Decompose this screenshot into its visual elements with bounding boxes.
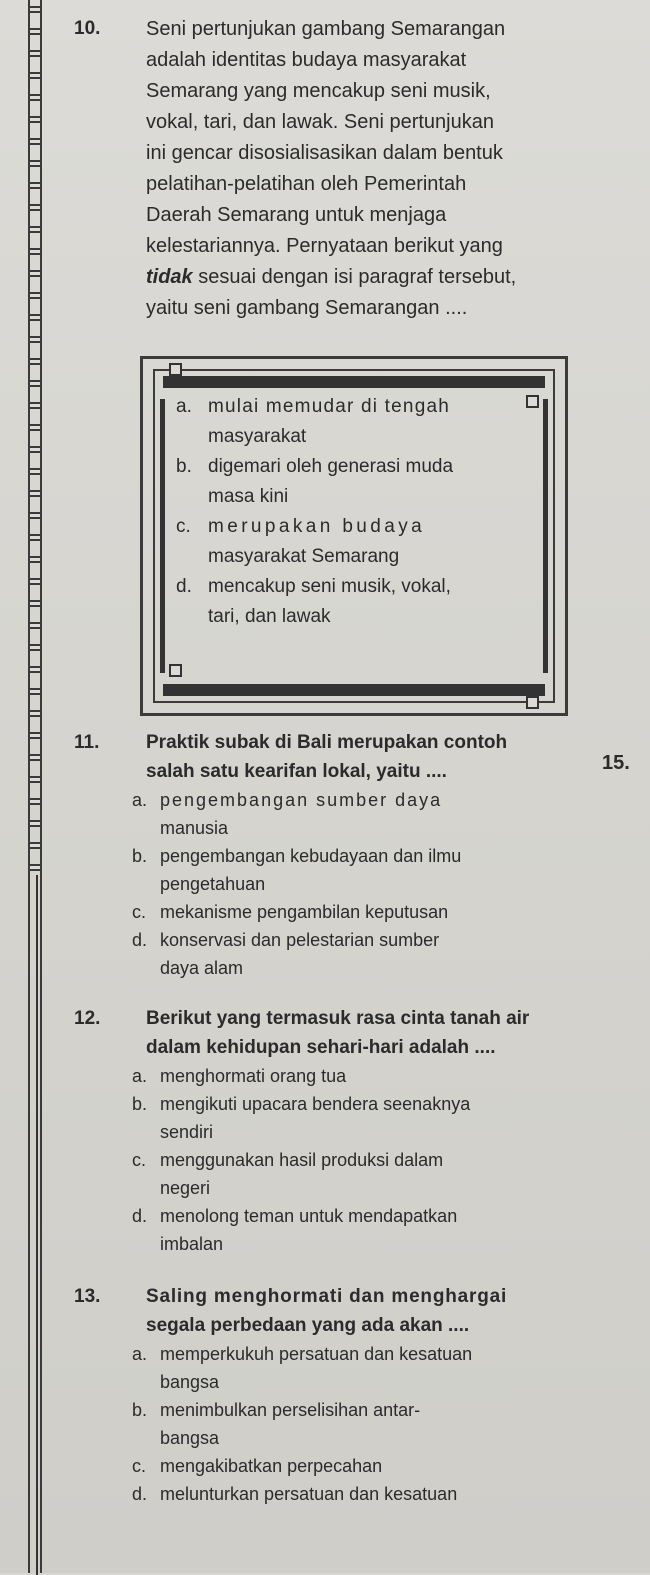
stem-line: tidak sesuai dengan isi paragraf tersebut, [146, 266, 517, 288]
binding-hole [28, 402, 42, 409]
option-a[interactable]: a. memperkukuh persatuan dan kesatuan bangsa [132, 1344, 473, 1392]
binding-hole [28, 358, 42, 365]
option-c[interactable]: c. mekanisme pengambilan keputusan [132, 902, 449, 922]
question-stem: Saling menghormati dan menghargai segala perbedaan yang ada akan .... [146, 1286, 508, 1336]
binding-hole [28, 138, 42, 145]
q13-options [132, 1340, 634, 1508]
option-d[interactable]: d. konservasi dan pelestarian sumber daya alam [132, 930, 440, 978]
question-12 [74, 1004, 634, 1258]
option-c[interactable]: c. menggunakan hasil produksi dalam negeri [132, 1150, 444, 1198]
stem-line: pelatihan-pelatihan oleh Pemerintah [146, 173, 467, 195]
binding-hole [28, 754, 42, 761]
option-c[interactable]: c. mengakibatkan perpecahan [132, 1456, 383, 1476]
binding-hole [28, 578, 42, 585]
stem-line: Daerah Semarang untuk menjaga [146, 204, 447, 226]
stem-line: Seni pertunjukan gambang Semarangan [146, 18, 506, 40]
binding-hole [28, 94, 42, 101]
question-stem: Praktik subak di Bali merupakan contoh salah satu kearifan lokal, yaitu .... [146, 732, 508, 782]
binding-hole [28, 468, 42, 475]
margin-binding-decoration [28, 0, 42, 1573]
binding-hole [28, 512, 42, 519]
binding-hole [28, 50, 42, 57]
question-number: 12. [74, 1008, 101, 1029]
binding-hole [28, 72, 42, 79]
option-b[interactable]: b. mengikuti upacara bendera seenaknya sendiri [132, 1094, 471, 1142]
option-a[interactable]: a. mulai memudar di tengah masyarakat [176, 396, 450, 447]
binding-hole [28, 534, 42, 541]
binding-hole [28, 666, 42, 673]
option-b[interactable]: b. pengembangan kebudayaan dan ilmu pengetahuan [132, 846, 462, 894]
binding-hole [28, 226, 42, 233]
binding-hole [28, 6, 42, 13]
margin-line [36, 875, 38, 1575]
binding-hole [28, 622, 42, 629]
q10-options [176, 392, 556, 632]
binding-hole [28, 798, 42, 805]
question-number: 11. [74, 732, 100, 753]
option-a[interactable]: a. menghormati orang tua [132, 1066, 347, 1086]
stem-line: ini gencar disosialisasikan dalam bentuk [146, 142, 503, 164]
binding-hole [28, 380, 42, 387]
binding-hole [28, 182, 42, 189]
option-b[interactable]: b. menimbulkan perselisihan antar- bangsa [132, 1400, 421, 1448]
question-number: 13. [74, 1286, 101, 1307]
binding-hole [28, 270, 42, 277]
option-c[interactable]: c. merupakan budaya masyarakat Semarang [176, 516, 426, 567]
binding-hole [28, 292, 42, 299]
binding-hole [28, 688, 42, 695]
question-number: 10. [74, 18, 101, 39]
option-d[interactable]: d. menolong teman untuk mendapatkan imbalan [132, 1206, 458, 1254]
option-d[interactable]: d. melunturkan persatuan dan kesatuan [132, 1484, 458, 1504]
stem-line: vokal, tari, dan lawak. Seni pertunjukan [146, 111, 494, 133]
binding-hole [28, 864, 42, 871]
binding-hole [28, 424, 42, 431]
binding-hole [28, 446, 42, 453]
binding-hole [28, 842, 42, 849]
stem-line: kelestariannya. Pernyataan berikut yang [146, 235, 503, 257]
stem-line: yaitu seni gambang Semarangan .... [146, 297, 468, 319]
binding-hole [28, 204, 42, 211]
binding-hole [28, 116, 42, 123]
binding-hole [28, 336, 42, 343]
binding-hole [28, 710, 42, 717]
stem-line: adalah identitas budaya masyarakat [146, 49, 467, 71]
binding-hole [28, 556, 42, 563]
binding-hole [28, 600, 42, 607]
option-d[interactable]: d. mencakup seni musik, vokal, tari, dan lawak [176, 576, 451, 627]
option-a[interactable]: a. pengembangan sumber daya manusia [132, 790, 443, 838]
binding-hole [28, 776, 42, 783]
question-13 [74, 1282, 634, 1508]
option-b[interactable]: b. digemari oleh generasi muda masa kini [176, 456, 454, 507]
question-11 [74, 728, 634, 982]
binding-hole [28, 28, 42, 35]
question-stem [146, 14, 634, 324]
question-10 [74, 14, 634, 324]
next-page-question-number: 15. [602, 752, 630, 774]
binding-hole [28, 644, 42, 651]
stem-line: Semarang yang mencakup seni musik, [146, 80, 491, 102]
binding-hole [28, 490, 42, 497]
binding-hole [28, 248, 42, 255]
binding-hole [28, 314, 42, 321]
binding-hole [28, 732, 42, 739]
question-stem: Berikut yang termasuk rasa cinta tanah air dalam kehidupan sehari-hari adalah .... [146, 1008, 530, 1058]
binding-hole [28, 820, 42, 827]
q11-options [132, 786, 634, 982]
q12-options [132, 1062, 634, 1258]
binding-hole [28, 160, 42, 167]
